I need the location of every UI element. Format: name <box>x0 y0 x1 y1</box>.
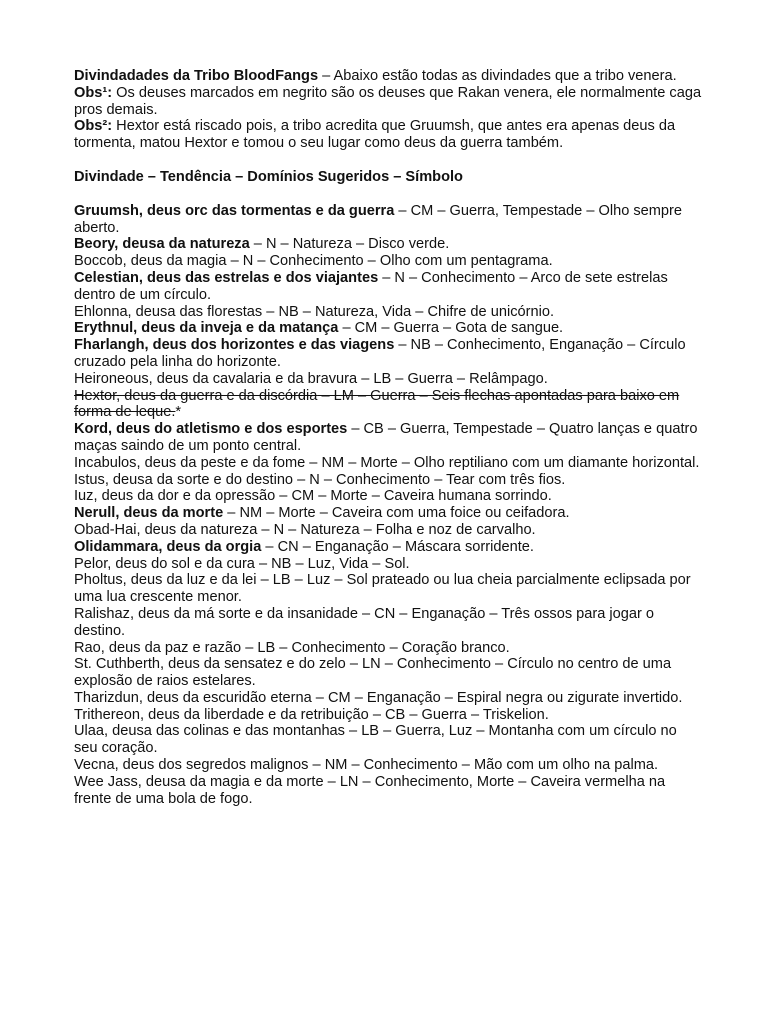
deity-name: Celestian, deus das estrelas e dos viajantes <box>74 269 379 286</box>
deity-details: – CM – Morte – Caveira humana sorrindo. <box>275 488 552 505</box>
deity-entry-text <box>74 253 553 269</box>
deity-entry-text <box>74 707 549 723</box>
deity-entry-text <box>74 690 682 706</box>
deity-details: – CB – Guerra, Tempestade – Quatro lanças e quatro maças saindo de um ponto central. <box>74 421 698 454</box>
deity-entry-text <box>74 320 563 336</box>
deity-name: Olidammara, deus da orgia <box>74 538 262 555</box>
deity-entry <box>74 455 704 472</box>
deity-entry-text <box>74 304 554 320</box>
obs2-text: Hextor está riscado pois, a tribo acredita que Gruumsh, que antes era apenas deus da tormenta, matou Hextor e tomou o seu lugar como deus da guerra também. <box>74 118 676 152</box>
deity-name: Ulaa, deusa das colinas e das montanhas <box>74 723 345 740</box>
deity-entry <box>74 606 704 640</box>
deity-entry-text <box>74 203 682 236</box>
deity-details: – NM – Morte – Caveira com uma foice ou ceifadora. <box>223 505 570 522</box>
deity-details: – CM – Guerra, Tempestade – Olho sempre aberto. <box>74 202 683 236</box>
deity-entry-text <box>74 606 654 639</box>
deity-details: – LB – Luz – Sol prateado ou lua cheia parcialmente eclipsada por uma lua crescente menor. <box>74 572 691 606</box>
deity-entry <box>74 304 704 321</box>
deity-details: – NB – Conhecimento, Enganação – Círculo cruzado pela linha do horizonte. <box>74 337 686 370</box>
deity-name: Tharizdun, deus da escuridão eterna <box>74 689 312 706</box>
deity-name: Beory, deusa da natureza <box>74 236 250 253</box>
deity-entry-text <box>74 388 679 421</box>
deity-entry-text <box>74 539 534 555</box>
deity-details: – LB – Conhecimento – Coração branco. <box>241 639 510 656</box>
deity-entry-text <box>74 640 510 656</box>
deity-name: Incabulos, deus da peste e da fome <box>74 454 306 471</box>
deity-entry <box>74 371 704 388</box>
deity-entry <box>74 522 704 539</box>
deity-entry <box>74 723 704 757</box>
list-header: Divindade – Tendência – Domínios Sugeridos – Símbolo <box>74 168 463 185</box>
deity-details: – CN – Enganação – Três ossos para jogar o destino. <box>74 605 655 639</box>
spacer <box>74 186 704 203</box>
deity-name: St. Cuthberth, deus da sensatez e do zelo <box>74 656 346 673</box>
deity-entry <box>74 572 704 606</box>
deity-name: Istus, deusa da sorte e do destino <box>74 471 294 488</box>
deity-name: Heironeous, deus da cavalaria e da bravura <box>74 370 358 387</box>
deity-details: – LB – Guerra, Luz – Montanha com um círculo no seu coração. <box>74 723 677 757</box>
deity-entry-text <box>74 472 565 488</box>
deity-details: – LB – Guerra – Relâmpago. <box>357 370 548 387</box>
deity-entry <box>74 640 704 657</box>
deity-name: Nerull, deus da morte <box>74 505 224 522</box>
deity-name: Rao, deus da paz e razão <box>74 639 242 656</box>
deity-entry-text <box>74 505 570 521</box>
deity-details: – CM – Enganação – Espiral negra ou zigurate invertido. <box>311 689 683 706</box>
obs1-text: Os deuses marcados em negrito são os deuses que Rakan venera, ele normalmente caga pros demais. <box>74 84 702 118</box>
deity-name: Gruumsh, deus orc das tormentas e da guerra <box>74 202 395 219</box>
deity-entry-text <box>74 522 536 538</box>
deity-entry <box>74 539 704 556</box>
deity-entry <box>74 236 704 253</box>
deity-entry <box>74 337 704 371</box>
deity-entry <box>74 757 704 774</box>
deity-entry-text <box>74 421 697 454</box>
deity-entry-text <box>74 774 665 807</box>
obs1-paragraph <box>74 85 704 119</box>
deity-entry-text <box>74 337 686 370</box>
deity-name: Wee Jass, deusa da magia e da morte <box>74 773 324 790</box>
document-title: Divindadades da Tribo BloodFangs <box>74 68 319 84</box>
deity-details: – LM – Guerra – Seis flechas apontadas para baixo em forma de leque. <box>74 387 680 421</box>
deity-name: Fharlangh, deus dos horizontes e das viagens <box>74 337 395 354</box>
deity-name: Obad-Hai, deus da natureza <box>74 521 258 538</box>
deity-details: – N – Conhecimento – Arco de sete estrelas dentro de um círculo. <box>74 269 668 303</box>
deity-name: Pholtus, deus da luz e da lei <box>74 572 257 589</box>
deity-entry <box>74 690 704 707</box>
deity-name: Boccob, deus da magia <box>74 253 227 270</box>
deity-entry-text <box>74 572 691 605</box>
document-page <box>74 68 704 807</box>
deity-entry <box>74 203 704 237</box>
deity-entry-text <box>74 371 548 387</box>
intro-text: – Abaixo estão todas as divindades que a tribo venera. <box>318 68 677 84</box>
deity-details: – N – Conhecimento – Olho com um pentagrama. <box>226 253 553 270</box>
deity-details: – NM – Conhecimento – Mão com um olho na palma. <box>308 757 659 774</box>
deity-footnote-mark: * <box>175 404 182 421</box>
deity-name: Vecna, deus dos segredos malignos <box>74 757 309 774</box>
deity-entry-text <box>74 236 449 252</box>
intro-paragraph <box>74 68 704 85</box>
deity-details: – N – Natureza – Disco verde. <box>249 236 450 253</box>
deity-entry <box>74 472 704 489</box>
deity-entry <box>74 488 704 505</box>
deity-entry-text <box>74 455 699 471</box>
deity-name: Pelor, deus do sol e da cura <box>74 555 255 572</box>
deity-name: Erythnul, deus da inveja e da matança <box>74 320 339 337</box>
deity-details: – N – Conhecimento – Tear com três fios. <box>293 471 566 488</box>
deity-entry-text <box>74 488 552 504</box>
deity-entry <box>74 556 704 573</box>
deity-entry <box>74 707 704 724</box>
deity-entry <box>74 253 704 270</box>
deity-name: Ralishaz, deus da má sorte e da insanidade <box>74 605 358 622</box>
deity-name: Trithereon, deus da liberdade e da retribuição <box>74 706 369 723</box>
deity-details: – N – Natureza – Folha e noz de carvalho. <box>257 521 536 538</box>
deity-entry-text <box>74 656 671 689</box>
deity-details: – CB – Guerra – Triskelion. <box>368 706 549 723</box>
deity-name: Ehlonna, deusa das florestas <box>74 303 263 320</box>
deity-details: – CN – Enganação – Máscara sorridente. <box>261 538 534 555</box>
deity-entry <box>74 656 704 690</box>
deity-entry-text <box>74 270 668 303</box>
deity-details: – NM – Morte – Olho reptiliano com um diamante horizontal. <box>305 454 700 471</box>
deity-name: Kord, deus do atletismo e dos esportes <box>74 421 348 438</box>
obs2-label: Obs²: <box>74 118 113 135</box>
deity-entry <box>74 774 704 808</box>
deity-entry <box>74 388 704 422</box>
deity-entry <box>74 270 704 304</box>
deity-details: – LN – Conhecimento – Círculo no centro de uma explosão de raios estelares. <box>74 656 672 690</box>
deity-entry <box>74 320 704 337</box>
deity-entry <box>74 421 704 455</box>
deity-entry-text <box>74 757 658 773</box>
spacer <box>74 152 704 169</box>
deity-entry <box>74 505 704 522</box>
obs2-paragraph <box>74 118 704 152</box>
deity-details: – NB – Luz, Vida – Sol. <box>254 555 410 572</box>
deity-details: – LN – Conhecimento, Morte – Caveira vermelha na frente de uma bola de fogo. <box>74 773 666 807</box>
obs1-label: Obs¹: <box>74 84 113 101</box>
deity-name: Iuz, deus da dor e da opressão <box>74 488 276 505</box>
deity-list <box>74 203 704 808</box>
deity-details: – NB – Natureza, Vida – Chifre de unicórnio. <box>262 303 555 320</box>
deity-entry-text <box>74 556 410 572</box>
deity-details: – CM – Guerra – Gota de sangue. <box>338 320 564 337</box>
deity-entry-text <box>74 723 677 756</box>
deity-name: Hextor, deus da guerra e da discórdia <box>74 387 318 404</box>
